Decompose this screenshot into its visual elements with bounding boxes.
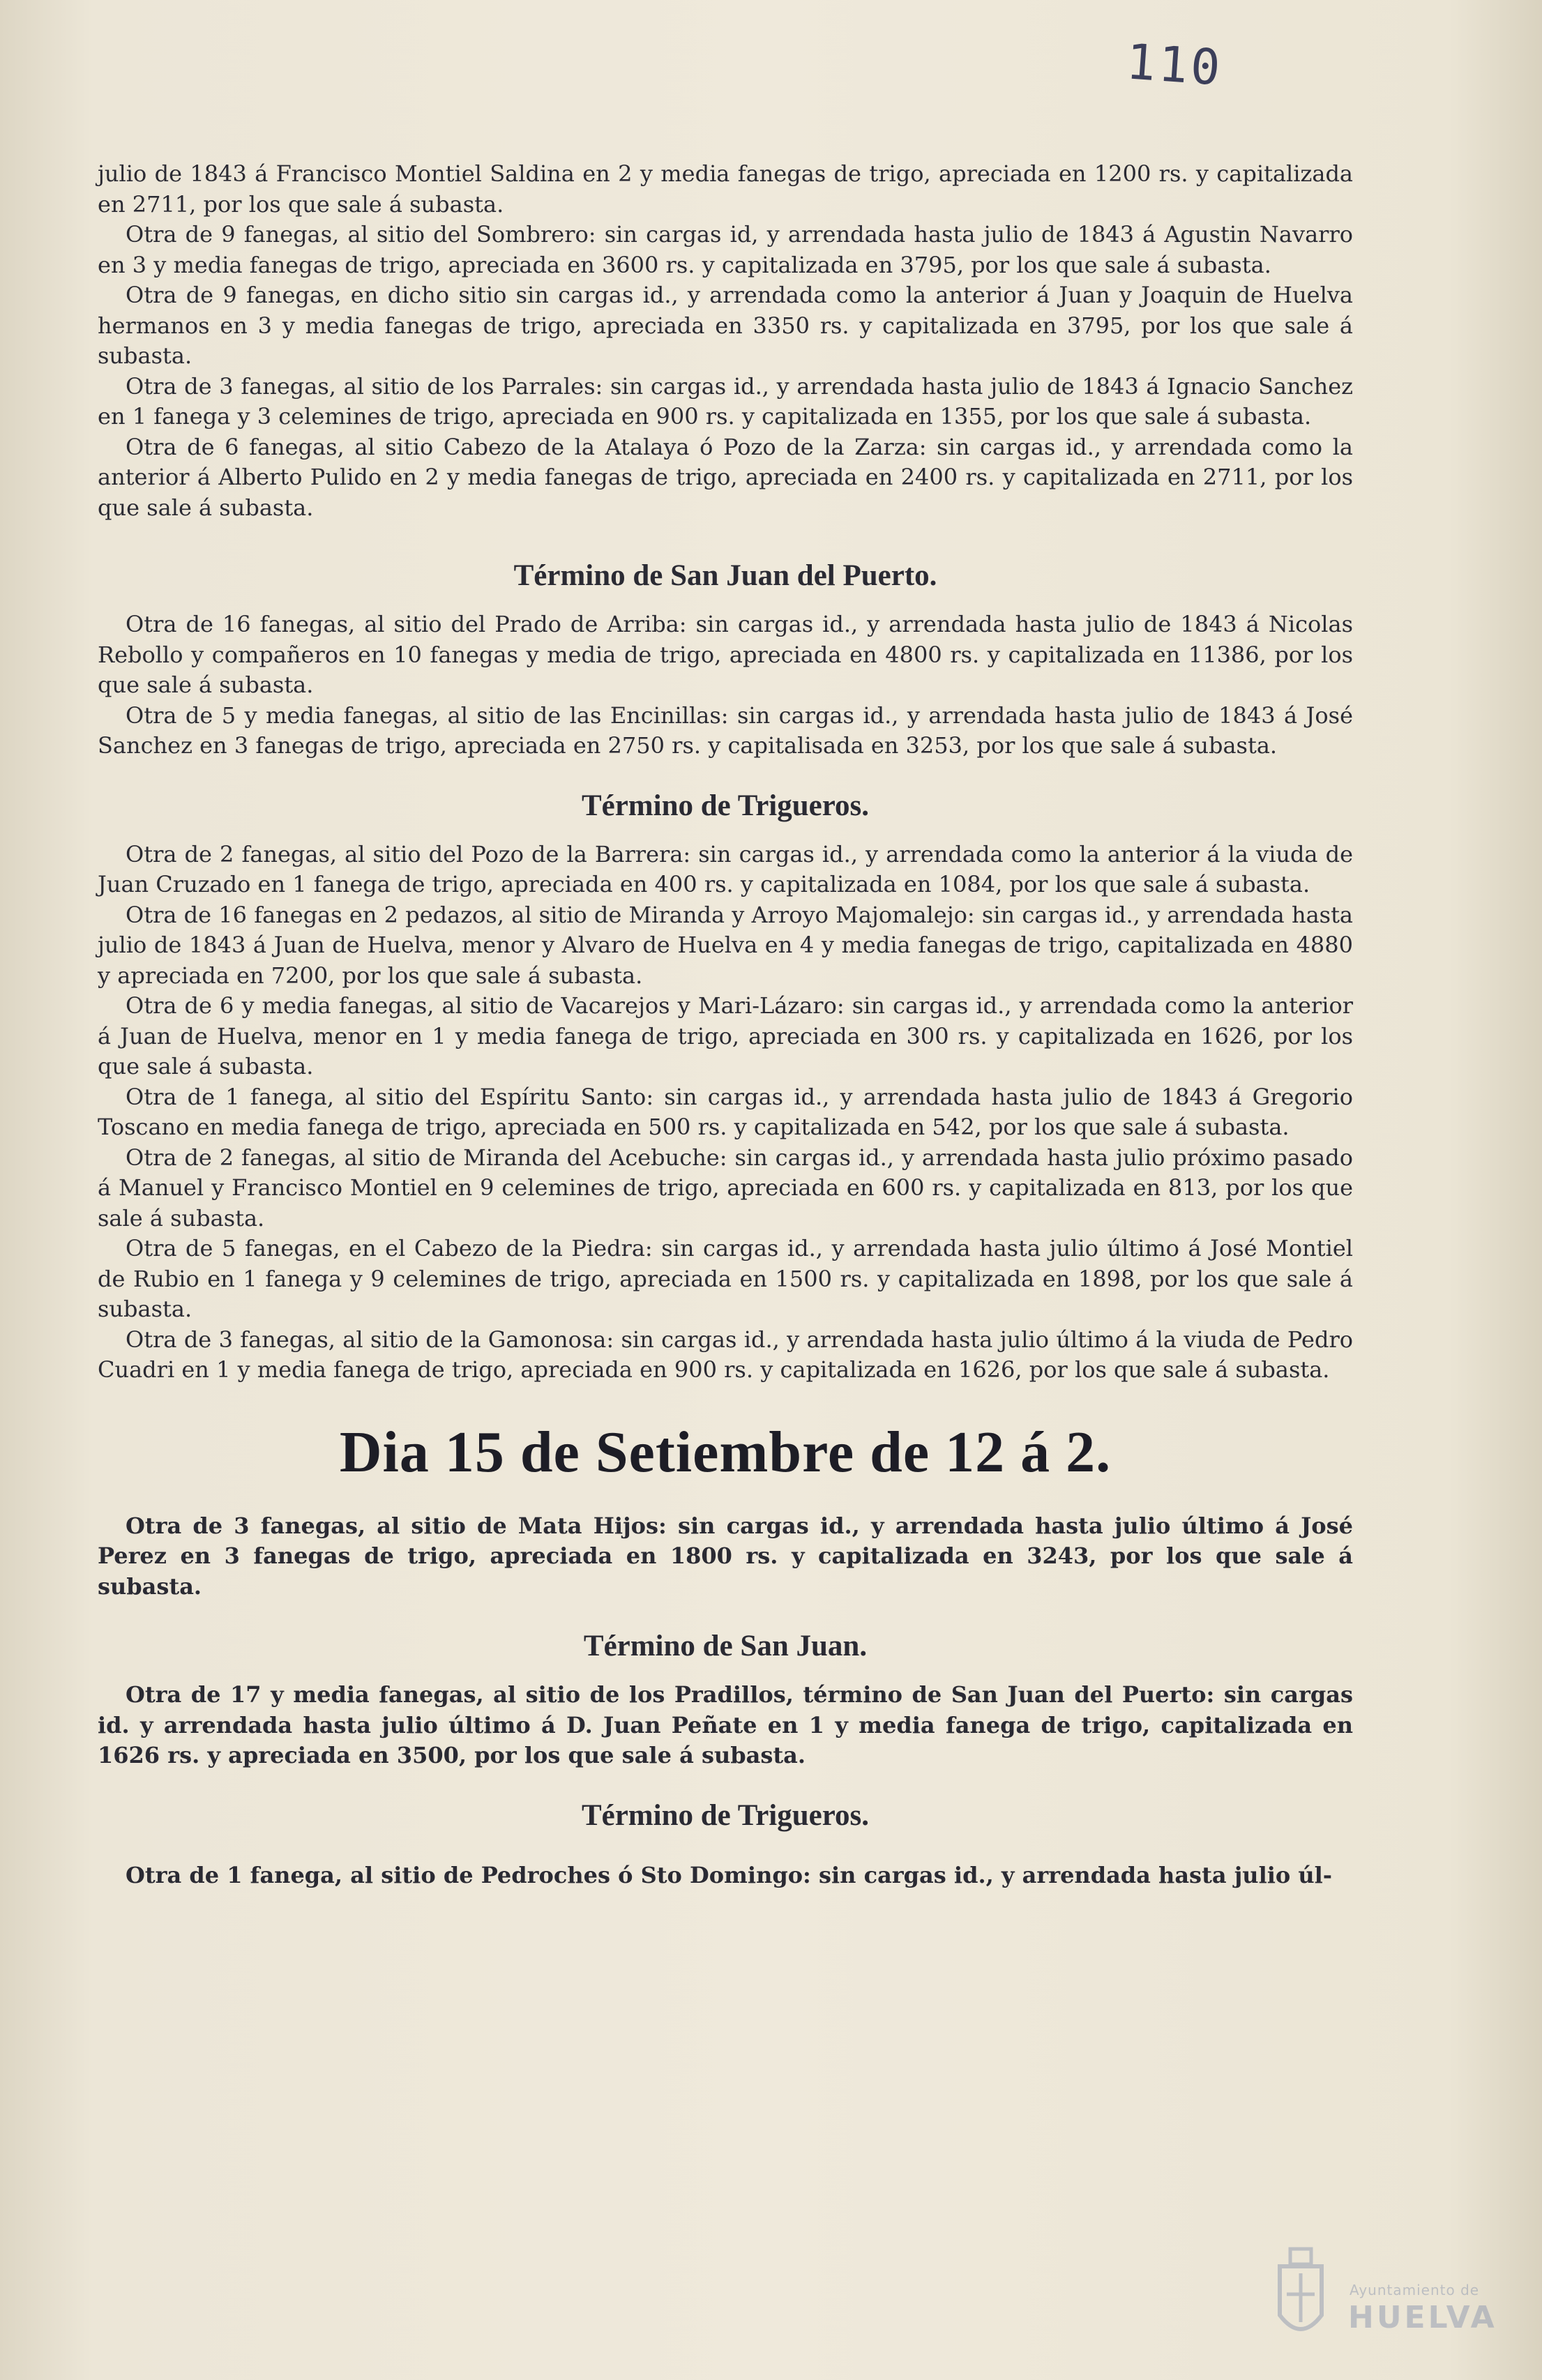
paragraph: Otra de 5 fanegas, en el Cabezo de la Piedra: sin cargas id., y arrendada hasta julio último á José Montiel de Rubio en 1 fanega y 9 celemines de trigo, apreciada en 1500 rs. y capitalizada en 1898, por los que sale á subasta. — [98, 1235, 1353, 1322]
paragraph: Otra de 3 fanegas, al sitio de la Gamonosa: sin cargas id., y arrendada hasta julio último á la viuda de Pedro Cuadri en 1 y media fanega de trigo, apreciada en 900 rs. y capitalizada en 1626, por los que sale á subasta. — [98, 1326, 1353, 1383]
paragraph: Otra de 1 fanega, al sitio de Pedroches ó Sto Domingo: sin cargas id., y arrendada hasta julio úl- — [126, 1861, 1333, 1888]
paragraph: Otra de 16 fanegas, al sitio del Prado de Arriba: sin cargas id., y arrendada hasta julio de 1843 á Nicolas Rebollo y compañeros en 10 fanegas y media de trigo, apreciada en 4800 rs. y capitalizada en 11386, por los que sale á subasta. — [98, 611, 1353, 698]
day-heading: Dia 15 de Setiembre de 12 á 2. — [339, 1419, 1112, 1485]
paragraph: Otra de 6 y media fanegas, al sitio de Vacarejos y Mari-Lázaro: sin cargas id., y arrendada como la anterior á Juan de Huelva, menor en 1 y media fanega de trigo, apreciada en 300 rs. y capitalizada en 1626, por los que sale á subasta. — [98, 992, 1353, 1079]
watermark-line-2: HUELVA — [1348, 2300, 1497, 2335]
paragraph: Otra de 17 y media fanegas, al sitio de los Pradillos, término de San Juan del Puerto: sin cargas id. y arrendada hasta julio último á D. Juan Peñate en 1 y media fanega de trigo, capitalizada en 1626 rs. y apreciada en 3500, por los que sale á subasta. — [98, 1681, 1353, 1768]
paragraph: Otra de 2 fanegas, al sitio de Miranda del Acebuche: sin cargas id., y arrendada hasta julio próximo pasado á Manuel y Francisco Montiel en 9 celemines de trigo, apreciada en 600 rs. y capitalizada en 813, por los que sale á subasta. — [98, 1144, 1353, 1231]
archive-watermark — [1266, 2238, 1503, 2364]
paragraph: Otra de 3 fanegas, al sitio de los Parrales: sin cargas id., y arrendada hasta julio de 1843 á Ignacio Sanchez en 1 fanega y 3 celemines de trigo, apreciada en 900 rs. y capitalizada en 1355, por los que sale á subasta. — [98, 372, 1353, 430]
section-heading-trigueros: Término de Trigueros. — [581, 789, 870, 822]
section-heading-san-juan-del-puerto: Término de San Juan del Puerto. — [513, 559, 937, 592]
document-body — [98, 159, 1353, 1890]
paragraph: Otra de 16 fanegas en 2 pedazos, al sitio de Miranda y Arroyo Majomalejo: sin cargas id., y arrendada hasta julio de 1843 á Juan de Huelva, menor y Alvaro de Huelva en 4 y media fanegas de trigo, capitalizada en 4880 y apreciada en 7200, por los que sale á subasta. — [98, 901, 1353, 989]
paragraph: Otra de 3 fanegas, al sitio de Mata Hijos: sin cargas id., y arrendada hasta julio último á José Perez en 3 fanegas de trigo, apreciada en 1800 rs. y capitalizada en 3243, por los que sale á subasta. — [98, 1512, 1353, 1600]
paragraph: Otra de 9 fanegas, en dicho sitio sin cargas id., y arrendada como la anterior á Juan y Joaquin de Huelva hermanos en 3 y media fanegas de trigo, apreciada en 3350 rs. y capitalizada en 3795, por los que sale á subasta. — [98, 282, 1353, 369]
section-heading-trigueros-2: Término de Trigueros. — [581, 1798, 870, 1832]
paragraph: Otra de 9 fanegas, al sitio del Sombrero: sin cargas id, y arrendada hasta julio de 1843 á Agustin Navarro en 3 y media fanegas de trigo, apreciada en 3600 rs. y capitalizada en 3795, por los que sale á subasta. — [98, 221, 1353, 278]
section-heading-san-juan: Término de San Juan. — [583, 1630, 868, 1662]
folio-number: 110 — [1124, 33, 1225, 97]
paragraph: Otra de 2 fanegas, al sitio del Pozo de la Barrera: sin cargas id., y arrendada como la anterior á la viuda de Juan Cruzado en 1 fanega de trigo, apreciada en 400 rs. y capitalizada en 1084, por los que sale á subasta. — [98, 840, 1353, 897]
coat-of-arms-icon — [1266, 2245, 1336, 2350]
watermark-line-1: Ayuntamiento de — [1350, 2282, 1480, 2298]
paragraph: Otra de 6 fanegas, al sitio Cabezo de la Atalaya ó Pozo de la Zarza: sin cargas id., y arrendada como la anterior á Alberto Pulido en 2 y media fanegas de trigo, apreciada en 2400 rs. y capitalizada en 2711, por los que sale á subasta. — [98, 433, 1353, 521]
paragraph: julio de 1843 á Francisco Montiel Saldina en 2 y media fanegas de trigo, apreciada en 1200 rs. y capitalizada en 2711, por los que sale á subasta. — [98, 160, 1353, 218]
paragraph: Otra de 1 fanega, al sitio del Espíritu Santo: sin cargas id., y arrendada hasta julio de 1843 á Gregorio Toscano en media fanega de trigo, apreciada en 500 rs. y capitalizada en 542, por los que sale á subasta. — [98, 1083, 1353, 1140]
paragraph: Otra de 5 y media fanegas, al sitio de las Encinillas: sin cargas id., y arrendada hasta julio de 1843 á José Sanchez en 3 fanegas de trigo, apreciada en 2750 rs. y capitalisada en 3253, por los que sale á subasta. — [98, 702, 1353, 759]
